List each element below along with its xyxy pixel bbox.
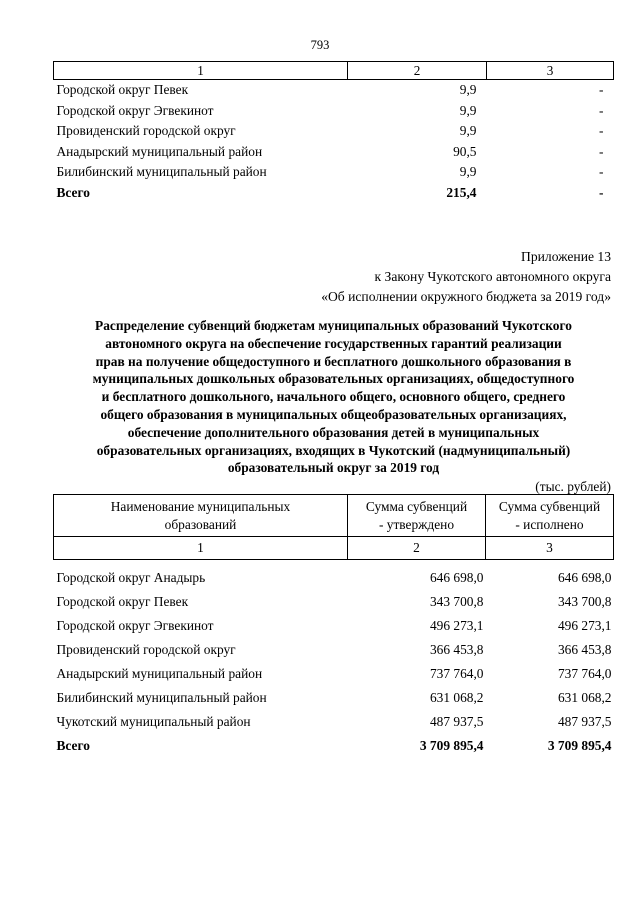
municipality-name: Анадырский муниципальный район [56, 666, 263, 681]
approved-value: 366 453,8 [429, 642, 484, 657]
document-title [55, 317, 612, 477]
approved-value: 631 068,2 [429, 690, 484, 705]
column-number: 2 [348, 62, 487, 80]
executed-value: - [599, 82, 604, 98]
column-header-executed [486, 495, 614, 537]
table-row [54, 121, 614, 142]
approved-value: 646 698,0 [429, 570, 484, 585]
table-row [54, 142, 614, 163]
approved-value: 496 273,1 [429, 618, 484, 633]
municipality-name: Городской округ Певек [56, 82, 189, 98]
executed-value: 631 068,2 [557, 690, 612, 705]
total-executed-value: - [599, 184, 604, 200]
column-number: 1 [54, 537, 348, 560]
column-number: 3 [487, 62, 614, 80]
total-label: Всего [56, 738, 90, 753]
title-line: муниципальных дошкольных образовательных организациях, общедоступного [92, 371, 575, 387]
total-approved-value: 3 709 895,4 [419, 738, 484, 753]
total-row [54, 734, 614, 758]
column-number-row [54, 537, 614, 560]
approved-value: 487 937,5 [429, 714, 484, 729]
total-value: 215,4 [446, 184, 477, 200]
title-line: и бесплатного дошкольного, начального общего, основного общего, среднего [101, 389, 566, 405]
table-row [54, 101, 614, 122]
total-executed-value: 3 709 895,4 [547, 738, 612, 753]
municipality-name: Билибинский муниципальный район [56, 164, 267, 180]
amount-value: 9,9 [459, 102, 477, 118]
table-row [54, 638, 614, 662]
executed-value: 737 764,0 [557, 666, 612, 681]
appendix-heading [321, 247, 611, 307]
executed-value: - [599, 123, 604, 139]
header-line: - утверждено [378, 516, 455, 532]
appendix-line: «Об исполнении окружного бюджета за 2019 год» [321, 289, 611, 304]
table-row [54, 710, 614, 734]
table-row [54, 686, 614, 710]
table-row [54, 80, 614, 101]
title-line: автономного округа на обеспечение государственных гарантий реализации [105, 335, 562, 351]
executed-value: 343 700,8 [557, 594, 612, 609]
title-line: Распределение субвенций бюджетам муниципальных образований Чукотского [95, 318, 572, 333]
municipality-name: Городской округ Певек [56, 594, 189, 609]
header-line: Наименование муниципальных [110, 498, 291, 514]
amount-value: 9,9 [459, 164, 477, 180]
title-line: обеспечение дополнительного образования детей в муниципальных [127, 424, 540, 440]
column-number: 3 [486, 537, 614, 560]
executed-value: 646 698,0 [557, 570, 612, 585]
header-line: - исполнено [515, 516, 584, 532]
title-line: общего образования в муниципальных общеобразовательных организациях, [100, 406, 567, 422]
units-label: (тыс. рублей) [535, 479, 611, 494]
column-number-row [54, 62, 614, 80]
total-label: Всего [56, 184, 90, 200]
header-row [54, 495, 614, 537]
amount-value: 90,5 [453, 143, 477, 159]
approved-value: 343 700,8 [429, 594, 484, 609]
title-line: прав на получение общедоступного и бесплатного дошкольного образования в [95, 353, 572, 369]
header-line: Сумма субвенций [498, 498, 601, 514]
municipality-name: Чукотский муниципальный район [56, 714, 251, 729]
executed-value: 487 937,5 [557, 714, 612, 729]
continuation-table [53, 61, 614, 203]
amount-value: 9,9 [459, 82, 477, 98]
appendix-line: Приложение 13 [521, 249, 611, 264]
column-header-approved [348, 495, 486, 537]
column-header-name [54, 495, 348, 537]
table-row [54, 614, 614, 638]
total-row [54, 183, 614, 204]
executed-value: - [599, 164, 604, 180]
municipality-name: Городской округ Эгвекинот [56, 102, 214, 118]
title-line: образовательный округ за 2019 год [227, 460, 440, 476]
municipality-name: Городской округ Эгвекинот [56, 618, 214, 633]
approved-value: 737 764,0 [429, 666, 484, 681]
municipality-name: Билибинский муниципальный район [56, 690, 267, 705]
municipality-name: Провиденский городской округ [56, 123, 236, 139]
title-line: образовательных организациях, входящих в Чукотский (надмуниципальный) [96, 442, 571, 458]
amount-value: 9,9 [459, 123, 477, 139]
table-row [54, 162, 614, 183]
executed-value: 496 273,1 [557, 618, 612, 633]
header-line: Сумма субвенций [365, 498, 468, 514]
table-row [54, 590, 614, 614]
column-number: 1 [54, 62, 348, 80]
municipality-name: Анадырский муниципальный район [56, 143, 263, 159]
appendix-line: к Закону Чукотского автономного округа [374, 269, 611, 284]
table-row [54, 662, 614, 686]
page-number: 793 [310, 38, 330, 52]
subvention-table [53, 494, 614, 758]
municipality-name: Городской округ Анадырь [56, 570, 206, 585]
header-line: образований [164, 516, 237, 532]
executed-value: - [599, 143, 604, 159]
municipality-name: Провиденский городской округ [56, 642, 236, 657]
table-row [54, 560, 614, 591]
executed-value: 366 453,8 [557, 642, 612, 657]
executed-value: - [599, 102, 604, 118]
column-number: 2 [348, 537, 486, 560]
